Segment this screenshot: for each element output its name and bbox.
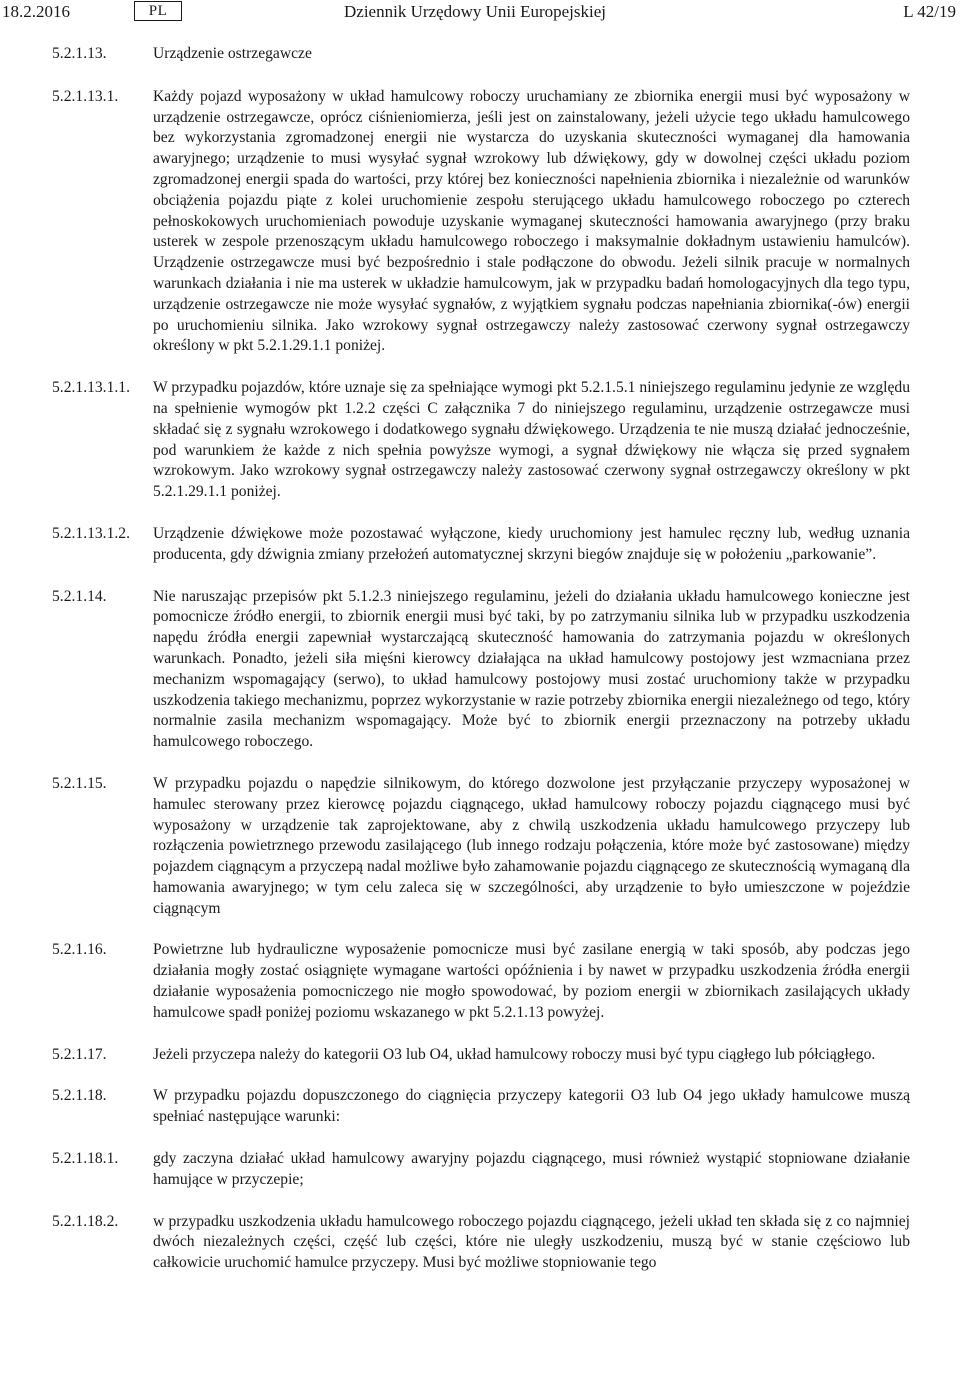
section-text: w przypadku uszkodzenia układu hamulcowego roboczego pojazdu ciągnącego, jeżeli układ ten składa się z co najmniej dwóch niezależnych części, część lub części, które nie uległy uszkodzeniu, muszą być w stanie częściowo lub całkowicie uruchomić hamulce przyczepy. Musi być możliwe stopniowanie tego (153, 1212, 910, 1272)
section-item (0, 44, 960, 65)
section-item (0, 587, 960, 753)
section-number: 5.2.1.13.1.1. (52, 379, 130, 397)
section-item (0, 1086, 960, 1128)
section-text: W przypadku pojazdów, które uznaje się za spełniające wymogi pkt 5.2.1.5.1 niniejszego regulaminu jedynie ze względu na spełnienie wymogów pkt 1.2.2 części C załącznika 7 do niniejszego regulaminu, urządzenie ostrzegawcze musi składać się z sygnału wzrokowego i dodatkowego sygnału dźwiękowego. Urządzenia te nie muszą działać jednocześnie, pod warunkiem że każde z nich spełnia powyższe wymogi, a sygnał dźwiękowy nie włącza się przed sygnałem wzrokowym. Jako wzrokowy sygnał ostrzegawczy należy zastosować czerwony sygnał ostrzegawczy określony w pkt 5.2.1.29.1.1 poniżej. (153, 379, 910, 501)
section-item (0, 1045, 960, 1066)
page-number: L 42/19 (903, 2, 956, 21)
section-number: 5.2.1.14. (52, 587, 107, 605)
section-number: 5.2.1.16. (52, 941, 107, 959)
section-item (0, 87, 960, 357)
section-text: Jeżeli przyczepa należy do kategorii O3 lub O4, układ hamulcowy roboczy musi być typu ciągłego lub półciągłego. (153, 1045, 876, 1063)
language-code-box: PL (134, 1, 182, 21)
section-number: 5.2.1.17. (52, 1045, 107, 1063)
section-text: Nie naruszając przepisów pkt 5.1.2.3 niniejszego regulaminu, jeżeli do działania układu hamulcowego konieczne jest pomocnicze źródło energii, to zbiornik energii musi być taki, by po zatrzymaniu silnika lub w przypadku uszkodzenia napędu źródła energii zapewniał wystarczającą skuteczność hamowania do zatrzymania pojazdu w określonych warunkach. Ponadto, jeżeli siła mięśni kierowcy działająca na układ hamulcowy postojowy jest wzmacniana przez mechanizm wspomagający (serwo), to układ hamulcowy postojowy musi zostać uruchomiony także w przypadku uszkodzenia takiego mechanizmu, poprzez wykorzystanie w razie potrzeby zbiornika energii niezależnego od tego, który normalnie zasila mechanizm wspomagający. Może być to zbiornik energii przeznaczony na potrzeby układu hamulcowego roboczego. (153, 587, 910, 751)
section-heading: Urządzenie ostrzegawcze (153, 45, 312, 62)
journal-title: Dziennik Urzędowy Unii Europejskiej (344, 2, 607, 21)
section-text: Urządzenie dźwiękowe może pozostawać wyłączone, kiedy uruchomiony jest hamulec ręczny lub, według uznania producenta, gdy dźwignia zmiany przełożeń automatycznej skrzyni biegów znajduje się w położeniu „parkowanie”. (153, 524, 910, 563)
section-item (0, 940, 960, 1023)
section-text: W przypadku pojazdu o napędzie silnikowym, do którego dozwolone jest przyłączanie przyczepy wyposażonej w hamulec sterowany przez kierowcę pojazdu ciągnącego, układ hamulcowy roboczy pojazdu ciągnącego musi być wyposażony w urządzenie tak zaprojektowane, aby z chwilą uszkodzenia układu hamulcowego przyczepy lub rozłączenia powietrznego przewodu zasilającego (lub innego rodzaju połączenia, które może być zastosowane) między pojazdem ciągnącym a przyczepą nadal możliwe było zahamowanie pojazdu ciągnącego ze skutecznością wymaganą dla hamowania awaryjnego; w tym celu zaleca się w szczególności, aby urządzenie to było umieszczone w pojeździe ciągnącym (153, 774, 910, 917)
section-item (0, 1149, 960, 1191)
section-number: 5.2.1.13.1.2. (52, 524, 130, 542)
section-number: 5.2.1.18.1. (52, 1150, 119, 1168)
document-body (0, 44, 960, 1295)
section-number: 5.2.1.13. (52, 45, 107, 62)
publication-date: 18.2.2016 (2, 2, 70, 21)
section-text: Powietrzne lub hydrauliczne wyposażenie pomocnicze musi być zasilane energią w taki sposób, aby podczas jego działania mogły zostać osiągnięte wymagane wartości opóźnienia i by nawet w przypadku uszkodzenia źródła energii działanie wyposażenia pomocniczego nie mogło spowodować, by poziom energii w zbiornikach zasilających układy hamulcowe spadł poniżej poziomu wskazanego w pkt 5.2.1.13 powyżej. (153, 941, 910, 1021)
section-item (0, 1212, 960, 1274)
section-number: 5.2.1.18.2. (52, 1212, 119, 1230)
section-text: W przypadku pojazdu dopuszczonego do ciągnięcia przyczepy kategorii O3 lub O4 jego układy hamulcowe muszą spełniać następujące warunki: (153, 1087, 910, 1126)
section-item (0, 774, 960, 920)
section-number: 5.2.1.18. (52, 1087, 107, 1105)
section-number: 5.2.1.15. (52, 774, 107, 792)
section-number: 5.2.1.13.1. (52, 87, 119, 105)
section-item (0, 378, 960, 503)
section-text: Każdy pojazd wyposażony w układ hamulcowy roboczy uruchamiany ze zbiornika energii musi być wyposażony w urządzenie ostrzegawcze, oprócz ciśnieniomierza, jeśli jest on zainstalowany, jeżeli użycie tego układu hamulcowego bez wykorzystania zgromadzonej energii nie wystarcza do uzyskania skuteczności wymaganej dla hamowania awaryjnego; urządzenie to musi wysyłać sygnał wzrokowy lub dźwiękowy, gdy w dowolnej części układu poziom zgromadzonej energii spada do wartości, przy której bez konieczności napełnienia zbiornika i niezależnie od warunków obciążenia pojazdu piąte z kolei uruchomienie zespołu sterującego układu hamulcowego roboczego po czterech pełnoskokowych uruchomieniach powoduje uzyskanie wymaganej skuteczności hamowania awaryjnego (przy braku usterek w zespole przenoszącym układu hamulcowego roboczego i maksymalnie dokładnym ustawieniu hamulców). Urządzenie ostrzegawcze musi być bezpośrednio i stale podłączone do obwodu. Jeżeli silnik pracuje w normalnych warunkach działania i nie ma usterek w układzie hamulcowym, jak w przypadku badań homologacyjnych dla tego typu, urządzenie ostrzegawcze nie może wysyłać sygnałów, z wyjątkiem sygnału podczas napełniania zbiornika(-ów) energii po uruchomieniu silnika. Jako wzrokowy sygnał ostrzegawczy należy zastosować czerwony sygnał ostrzegawczy określony w pkt 5.2.1.29.1.1 poniżej. (153, 87, 910, 355)
journal-header (0, 0, 960, 26)
section-text: gdy zaczyna działać układ hamulcowy awaryjny pojazdu ciągnącego, musi również wystąpić stopniowane działanie hamujące w przyczepie; (153, 1150, 910, 1188)
section-item (0, 524, 960, 566)
